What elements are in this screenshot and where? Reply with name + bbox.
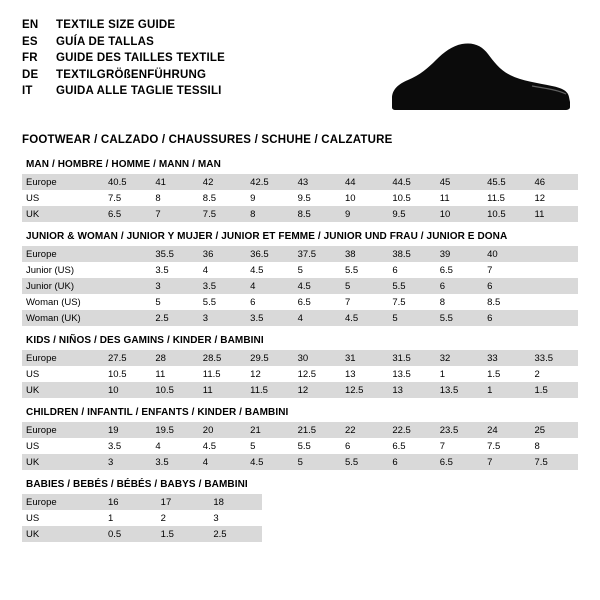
size-cell: 7.5 xyxy=(483,438,530,454)
size-cell: 4.5 xyxy=(246,454,293,470)
language-title: GUIDA ALLE TAGLIE TESSILI xyxy=(56,85,222,97)
size-cell: 22 xyxy=(341,422,388,438)
size-section xyxy=(22,159,578,222)
section-spacer xyxy=(22,222,578,231)
size-cell: 11 xyxy=(199,382,246,398)
table-row xyxy=(22,246,578,262)
size-cell: 43 xyxy=(294,174,341,190)
row-label: US xyxy=(22,190,104,206)
section-spacer xyxy=(22,398,578,407)
size-cell: 6 xyxy=(341,438,388,454)
size-cell xyxy=(104,278,151,294)
section-title: JUNIOR & WOMAN / JUNIOR Y MUJER / JUNIOR ET FEMME / JUNIOR UND FRAU / JUNIOR E DONA xyxy=(26,231,508,242)
size-cell: 28 xyxy=(151,350,198,366)
size-cell: 44 xyxy=(341,174,388,190)
language-title: TEXTILE SIZE GUIDE xyxy=(56,19,176,31)
size-cell: 10 xyxy=(341,190,388,206)
size-cell: 13.5 xyxy=(388,366,435,382)
language-title: GUÍA DE TALLAS xyxy=(56,35,154,48)
size-cell: 11 xyxy=(531,206,578,222)
section-title: CHILDREN / INFANTIL / ENFANTS / KINDER / BAMBINI xyxy=(26,407,289,418)
size-cell: 20 xyxy=(199,422,246,438)
row-label: UK xyxy=(22,526,104,542)
language-row xyxy=(22,51,225,67)
size-cell: 33.5 xyxy=(531,350,578,366)
size-cell: 6 xyxy=(436,278,483,294)
size-cell: 3 xyxy=(199,310,246,326)
section-title: BABIES / BEBÉS / BÉBÉS / BABYS / BAMBINI xyxy=(26,479,248,490)
size-cell: 5.5 xyxy=(388,278,435,294)
size-section xyxy=(22,479,578,542)
size-cell: 11.5 xyxy=(199,366,246,382)
size-cell: 19.5 xyxy=(151,422,198,438)
table-row xyxy=(22,190,578,206)
size-cell: 6.5 xyxy=(104,206,151,222)
language-row xyxy=(22,35,225,51)
size-cell: 17 xyxy=(157,494,210,510)
size-cell: 7.5 xyxy=(104,190,151,206)
size-cell: 5 xyxy=(388,310,435,326)
row-label: Europe xyxy=(22,494,104,510)
size-cell: 11.5 xyxy=(483,190,530,206)
language-row xyxy=(22,68,225,84)
size-cell: 7.5 xyxy=(531,454,578,470)
size-cell: 13 xyxy=(341,366,388,382)
size-cell: 8.5 xyxy=(294,206,341,222)
table-row xyxy=(22,174,578,190)
size-cell: 6.5 xyxy=(436,454,483,470)
size-cell: 4 xyxy=(199,454,246,470)
table-row xyxy=(22,278,578,294)
size-table xyxy=(22,350,578,398)
size-cell: 11 xyxy=(151,366,198,382)
size-cell: 44.5 xyxy=(388,174,435,190)
size-cell: 6 xyxy=(483,310,530,326)
header xyxy=(22,18,578,120)
size-cell xyxy=(531,294,578,310)
size-cell: 5 xyxy=(294,262,341,278)
table-row xyxy=(22,422,578,438)
size-cell: 5.5 xyxy=(294,438,341,454)
size-cell: 3.5 xyxy=(151,454,198,470)
table-row xyxy=(22,510,262,526)
size-cell: 31 xyxy=(341,350,388,366)
size-cell: 38.5 xyxy=(388,246,435,262)
size-cell: 40 xyxy=(483,246,530,262)
size-cell: 6 xyxy=(483,278,530,294)
size-section xyxy=(22,407,578,470)
size-cell: 6.5 xyxy=(294,294,341,310)
size-cell: 10.5 xyxy=(483,206,530,222)
size-cell: 36 xyxy=(199,246,246,262)
table-row xyxy=(22,494,262,510)
size-cell: 21 xyxy=(246,422,293,438)
size-cell xyxy=(531,262,578,278)
size-cell: 5.5 xyxy=(341,454,388,470)
size-cell: 12 xyxy=(294,382,341,398)
size-cell: 32 xyxy=(436,350,483,366)
size-cell: 5 xyxy=(151,294,198,310)
size-cell: 8.5 xyxy=(483,294,530,310)
size-cell: 21.5 xyxy=(294,422,341,438)
row-label: Junior (UK) xyxy=(22,278,104,294)
size-cell: 3 xyxy=(104,454,151,470)
size-cell: 38 xyxy=(341,246,388,262)
size-cell: 9 xyxy=(246,190,293,206)
size-table xyxy=(22,174,578,222)
size-cell: 3.5 xyxy=(104,438,151,454)
row-label: Woman (UK) xyxy=(22,310,104,326)
size-cell: 4.5 xyxy=(294,278,341,294)
size-cell: 10.5 xyxy=(151,382,198,398)
size-cell: 9 xyxy=(341,206,388,222)
language-code: DE xyxy=(22,68,39,81)
size-cell: 10.5 xyxy=(104,366,151,382)
size-cell: 8 xyxy=(151,190,198,206)
table-row xyxy=(22,206,578,222)
table-row xyxy=(22,262,578,278)
size-cell: 7.5 xyxy=(388,294,435,310)
size-cell: 2.5 xyxy=(209,526,262,542)
size-cell: 19 xyxy=(104,422,151,438)
size-cell: 6 xyxy=(388,262,435,278)
table-row xyxy=(22,350,578,366)
language-title: TEXTILGRÖßENFÜHRUNG xyxy=(56,68,207,81)
size-cell: 5 xyxy=(294,454,341,470)
size-cell: 6.5 xyxy=(436,262,483,278)
size-cell: 12 xyxy=(531,190,578,206)
row-label: Europe xyxy=(22,246,104,262)
size-cell: 1.5 xyxy=(483,366,530,382)
language-title: GUIDE DES TAILLES TEXTILE xyxy=(56,52,225,64)
size-cell: 7 xyxy=(151,206,198,222)
size-table xyxy=(22,494,262,542)
size-cell: 33 xyxy=(483,350,530,366)
size-cell: 7 xyxy=(483,454,530,470)
language-code: EN xyxy=(22,19,39,31)
size-cell: 1 xyxy=(104,510,157,526)
size-cell: 46 xyxy=(531,174,578,190)
size-cell: 11 xyxy=(436,190,483,206)
size-cell: 1.5 xyxy=(157,526,210,542)
size-cell: 29.5 xyxy=(246,350,293,366)
row-label: US xyxy=(22,438,104,454)
section-title: MAN / HOMBRE / HOMME / MANN / MAN xyxy=(26,159,221,170)
size-cell: 4 xyxy=(294,310,341,326)
size-cell: 2.5 xyxy=(151,310,198,326)
size-cell: 28.5 xyxy=(199,350,246,366)
size-cell xyxy=(531,246,578,262)
size-cell: 13.5 xyxy=(436,382,483,398)
table-row xyxy=(22,294,578,310)
section-spacer xyxy=(22,470,578,479)
size-cell: 6 xyxy=(246,294,293,310)
size-cell: 11.5 xyxy=(246,382,293,398)
size-cell: 10 xyxy=(436,206,483,222)
table-row xyxy=(22,438,578,454)
size-cell: 39 xyxy=(436,246,483,262)
row-label: US xyxy=(22,366,104,382)
size-cell: 25 xyxy=(531,422,578,438)
size-cell: 7 xyxy=(483,262,530,278)
size-section xyxy=(22,231,578,326)
size-cell xyxy=(104,294,151,310)
size-cell: 4.5 xyxy=(199,438,246,454)
size-cell: 27.5 xyxy=(104,350,151,366)
language-code: FR xyxy=(22,52,38,64)
size-cell: 16 xyxy=(104,494,157,510)
table-row xyxy=(22,454,578,470)
size-cell: 30 xyxy=(294,350,341,366)
language-code: IT xyxy=(22,85,33,97)
size-cell: 4.5 xyxy=(246,262,293,278)
row-label: Europe xyxy=(22,422,104,438)
size-cell: 13 xyxy=(388,382,435,398)
size-cell: 4 xyxy=(199,262,246,278)
size-cell: 23.5 xyxy=(436,422,483,438)
size-cell: 42 xyxy=(199,174,246,190)
size-cell: 5.5 xyxy=(199,294,246,310)
size-cell: 31.5 xyxy=(388,350,435,366)
size-cell: 24 xyxy=(483,422,530,438)
size-cell: 8.5 xyxy=(199,190,246,206)
language-titles xyxy=(22,18,225,100)
size-cell: 5 xyxy=(341,278,388,294)
size-cell: 3.5 xyxy=(246,310,293,326)
size-cell: 10.5 xyxy=(388,190,435,206)
row-label: US xyxy=(22,510,104,526)
size-cell: 3 xyxy=(209,510,262,526)
section-spacer xyxy=(22,146,578,159)
table-row xyxy=(22,310,578,326)
size-cell: 0.5 xyxy=(104,526,157,542)
size-cell: 36.5 xyxy=(246,246,293,262)
table-row xyxy=(22,366,578,382)
size-cell: 35.5 xyxy=(151,246,198,262)
dress-shoe-icon xyxy=(382,30,572,120)
size-cell xyxy=(531,310,578,326)
size-cell: 5.5 xyxy=(341,262,388,278)
section-spacer xyxy=(22,326,578,335)
size-cell: 1.5 xyxy=(531,382,578,398)
row-label: Junior (US) xyxy=(22,262,104,278)
size-cell: 8 xyxy=(436,294,483,310)
size-cell: 1 xyxy=(483,382,530,398)
size-cell: 7 xyxy=(436,438,483,454)
size-cell xyxy=(531,278,578,294)
size-cell: 40.5 xyxy=(104,174,151,190)
size-cell: 8 xyxy=(246,206,293,222)
size-cell xyxy=(104,262,151,278)
language-code: ES xyxy=(22,35,38,48)
size-cell: 12 xyxy=(246,366,293,382)
size-cell xyxy=(104,310,151,326)
size-cell: 9.5 xyxy=(294,190,341,206)
size-cell: 45 xyxy=(436,174,483,190)
size-section xyxy=(22,335,578,398)
size-cell: 6.5 xyxy=(388,438,435,454)
row-label: Europe xyxy=(22,174,104,190)
size-cell: 22.5 xyxy=(388,422,435,438)
table-row xyxy=(22,382,578,398)
language-row xyxy=(22,18,225,34)
size-cell: 12.5 xyxy=(294,366,341,382)
size-cell: 2 xyxy=(157,510,210,526)
size-cell: 4 xyxy=(151,438,198,454)
row-label: Europe xyxy=(22,350,104,366)
size-cell: 10 xyxy=(104,382,151,398)
size-tables xyxy=(22,146,578,542)
size-cell: 5 xyxy=(246,438,293,454)
size-cell: 3.5 xyxy=(199,278,246,294)
size-cell: 5.5 xyxy=(436,310,483,326)
section-title: KIDS / NIÑOS / DES GAMINS / KINDER / BAMBINI xyxy=(26,335,264,346)
size-table xyxy=(22,422,578,470)
row-label: UK xyxy=(22,454,104,470)
size-cell: 1 xyxy=(436,366,483,382)
size-cell: 4 xyxy=(246,278,293,294)
size-cell: 12.5 xyxy=(341,382,388,398)
row-label: Woman (US) xyxy=(22,294,104,310)
size-cell: 42.5 xyxy=(246,174,293,190)
size-cell: 3 xyxy=(151,278,198,294)
footwear-heading: FOOTWEAR / CALZADO / CHAUSSURES / SCHUHE / CALZATURE xyxy=(22,134,393,146)
size-cell: 3.5 xyxy=(151,262,198,278)
size-cell: 7 xyxy=(341,294,388,310)
size-cell: 45.5 xyxy=(483,174,530,190)
size-table xyxy=(22,246,578,326)
size-cell xyxy=(104,246,151,262)
size-cell: 18 xyxy=(209,494,262,510)
size-cell: 6 xyxy=(388,454,435,470)
language-row xyxy=(22,84,225,100)
row-label: UK xyxy=(22,206,104,222)
size-cell: 7.5 xyxy=(199,206,246,222)
size-cell: 9.5 xyxy=(388,206,435,222)
size-cell: 4.5 xyxy=(341,310,388,326)
size-cell: 37.5 xyxy=(294,246,341,262)
row-label: UK xyxy=(22,382,104,398)
size-cell: 2 xyxy=(531,366,578,382)
size-cell: 8 xyxy=(531,438,578,454)
size-cell: 41 xyxy=(151,174,198,190)
table-row xyxy=(22,526,262,542)
